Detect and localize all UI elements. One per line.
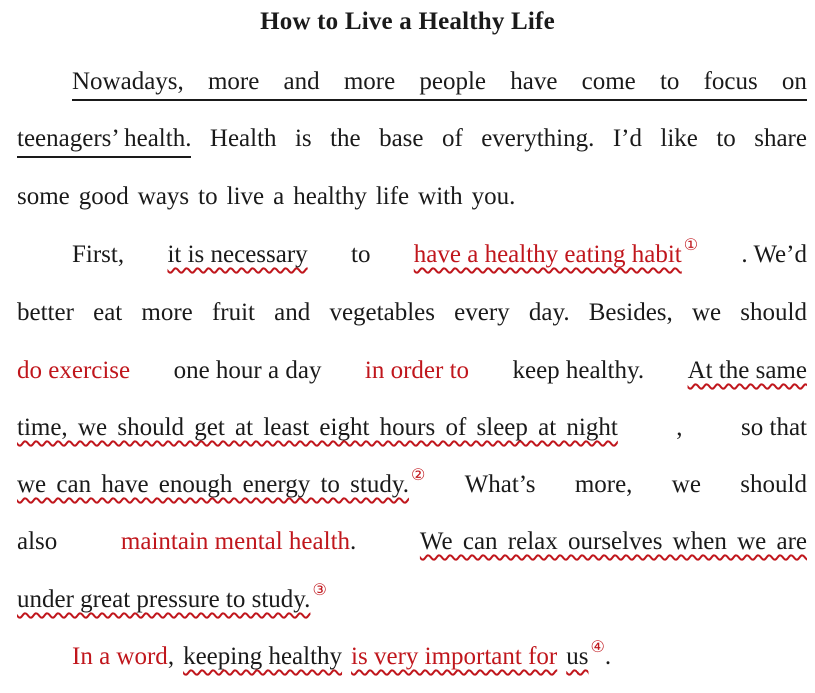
word: a bbox=[273, 183, 285, 210]
word: should bbox=[740, 299, 807, 326]
word: vegetables bbox=[329, 299, 435, 326]
phrase: keep healthy. bbox=[512, 357, 645, 384]
word: more bbox=[207, 68, 260, 95]
circled-number-4: ④ bbox=[590, 639, 605, 656]
word: come bbox=[581, 68, 636, 95]
word: on bbox=[781, 68, 807, 95]
essay-title: How to Live a Healthy Life bbox=[260, 8, 555, 35]
period: . bbox=[604, 643, 612, 670]
word: healthy bbox=[293, 183, 367, 210]
comma: , bbox=[167, 643, 175, 670]
paragraph-2-line-4 bbox=[17, 412, 807, 444]
word: ways bbox=[137, 183, 190, 210]
phrase-enough-energy: we can have enough energy to study. bbox=[17, 471, 409, 498]
phrase-is-very-important: is very important for bbox=[351, 643, 558, 670]
paragraph-2-line-3 bbox=[17, 355, 807, 387]
word: to bbox=[716, 125, 736, 152]
paragraph-2-line-1 bbox=[72, 239, 807, 274]
phrase-at-the-same: At the same bbox=[687, 357, 807, 384]
word: you. bbox=[471, 183, 516, 210]
circled-number-3: ③ bbox=[312, 582, 327, 599]
word: also bbox=[17, 528, 58, 555]
word: of bbox=[441, 125, 463, 152]
word: some bbox=[17, 183, 70, 210]
paragraph-3-line-1 bbox=[72, 641, 807, 676]
word: good bbox=[78, 183, 129, 210]
word: What’s bbox=[464, 471, 536, 498]
word: like bbox=[660, 125, 698, 152]
word: eat bbox=[93, 299, 123, 326]
word: with bbox=[418, 183, 463, 210]
word: day. bbox=[528, 299, 570, 326]
phrase-under-great-pressure: under great pressure to study. bbox=[17, 586, 311, 613]
word: we bbox=[671, 471, 701, 498]
word: to bbox=[198, 183, 218, 210]
paragraph-2-line-2 bbox=[17, 297, 807, 329]
paragraph-2-line-6 bbox=[17, 526, 807, 558]
phrase-keeping-healthy: keeping healthy bbox=[183, 643, 343, 670]
word: everything. bbox=[481, 125, 595, 152]
phrase-in-order-to: in order to bbox=[364, 357, 470, 384]
word: to bbox=[351, 241, 371, 268]
word: live bbox=[226, 183, 265, 210]
word: we bbox=[691, 299, 722, 326]
word: to bbox=[659, 68, 680, 95]
comma: , bbox=[676, 414, 683, 441]
word: more, bbox=[574, 471, 633, 498]
circled-number-1: ① bbox=[683, 237, 699, 254]
phrase: one hour a day bbox=[173, 357, 322, 384]
word: more bbox=[343, 68, 396, 95]
paragraph-1-line-1 bbox=[72, 66, 807, 101]
word: should bbox=[740, 471, 807, 498]
word: have bbox=[510, 68, 558, 95]
phrase-so-that: so that bbox=[741, 414, 807, 441]
period: . bbox=[350, 528, 357, 555]
circled-number-2: ② bbox=[410, 467, 426, 484]
word: life bbox=[375, 183, 410, 210]
phrase-it-is-necessary: it is necessary bbox=[167, 241, 308, 268]
word: Nowadays, bbox=[72, 68, 184, 95]
word: I’d bbox=[612, 125, 642, 152]
word: the bbox=[330, 125, 361, 152]
word: focus bbox=[703, 68, 758, 95]
word: every bbox=[454, 299, 510, 326]
word: better bbox=[17, 299, 74, 326]
paragraph-1-line-3 bbox=[17, 181, 807, 213]
word: base bbox=[379, 125, 424, 152]
phrase-healthy-eating-habit: have a healthy eating habit bbox=[413, 241, 682, 268]
phrase-do-exercise: do exercise bbox=[17, 357, 131, 384]
paragraph-2-line-5 bbox=[17, 469, 807, 504]
word: and bbox=[283, 68, 320, 95]
word-us: us bbox=[566, 643, 589, 670]
word: is bbox=[294, 125, 312, 152]
phrase-sleep-sentence: time, we should get at least eight hours of sleep at night bbox=[17, 414, 618, 441]
paragraph-1-line-2 bbox=[17, 123, 807, 158]
word: . We’d bbox=[741, 241, 807, 268]
word: Health bbox=[209, 125, 277, 152]
topic-sentence-part-1 bbox=[72, 66, 807, 101]
phrase-relax-ourselves: We can relax ourselves when we are bbox=[419, 528, 807, 555]
word: fruit bbox=[211, 299, 255, 326]
word: Besides, bbox=[588, 299, 673, 326]
word: First, bbox=[72, 241, 125, 268]
phrase-maintain-mental-health: maintain mental health bbox=[120, 528, 351, 555]
topic-sentence-part-2: teenagers’ health. bbox=[17, 123, 191, 158]
paragraph-2-line-7 bbox=[17, 584, 807, 619]
phrase-in-a-word: In a word bbox=[72, 643, 168, 670]
word: more bbox=[141, 299, 193, 326]
word: people bbox=[419, 68, 487, 95]
word: and bbox=[274, 299, 311, 326]
word: share bbox=[754, 125, 807, 152]
